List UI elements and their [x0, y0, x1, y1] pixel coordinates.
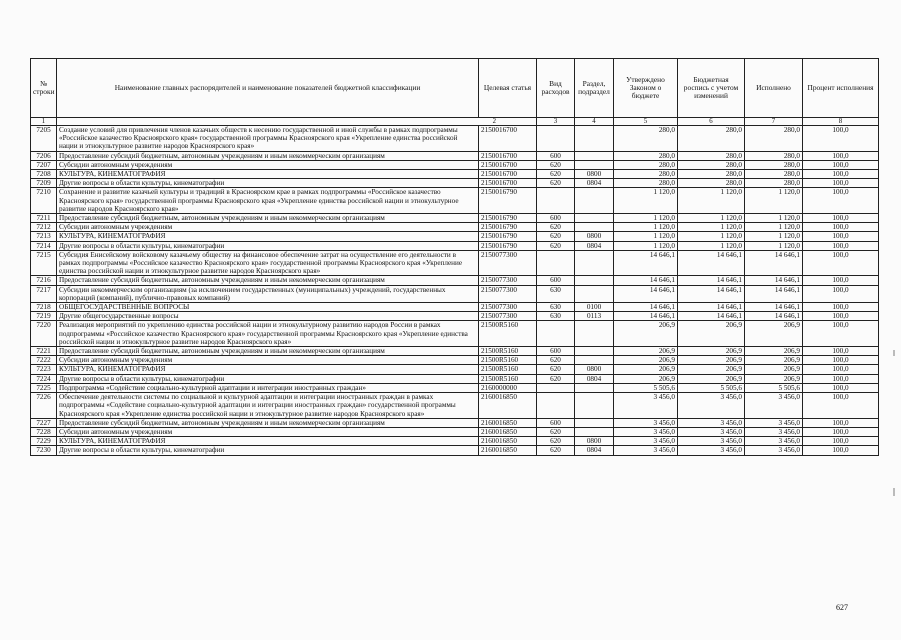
cell-executed: 14 646,1 [745, 285, 803, 302]
table-row [31, 232, 879, 241]
column-number: 2 [57, 118, 537, 126]
header-planned: Бюджетная роспись с учетом изменений [678, 59, 745, 118]
cell-planned: 5 505,6 [678, 383, 745, 392]
cell-approved: 280,0 [614, 160, 678, 169]
cell-code: 2160016850 [479, 393, 537, 419]
cell-name: ОБЩЕГОСУДАРСТВЕННЫЕ ВОПРОСЫ [57, 303, 479, 312]
table-body [31, 126, 879, 456]
cell-planned: 280,0 [678, 160, 745, 169]
cell-num: 7221 [31, 347, 57, 356]
cell-percent: 100,0 [803, 437, 879, 446]
cell-code: 2150016790 [479, 214, 537, 223]
cell-num: 7226 [31, 393, 57, 419]
cell-vid [537, 126, 575, 152]
cell-planned: 3 456,0 [678, 427, 745, 436]
cell-vid: 630 [537, 285, 575, 302]
cell-name: Предоставление субсидий бюджетным, автономным учреждениям и иным некоммерческим организациям [57, 347, 479, 356]
cell-vid: 620 [537, 179, 575, 188]
cell-code: 2150077300 [479, 303, 537, 312]
cell-percent: 100,0 [803, 223, 879, 232]
cell-executed: 280,0 [745, 160, 803, 169]
cell-num: 7218 [31, 303, 57, 312]
cell-approved: 14 646,1 [614, 276, 678, 285]
cell-percent: 100,0 [803, 427, 879, 436]
cell-razd [575, 151, 614, 160]
table-row [31, 347, 879, 356]
cell-name: КУЛЬТУРА, КИНЕМАТОГРАФИЯ [57, 232, 479, 241]
cell-razd: 0800 [575, 437, 614, 446]
cell-percent: 100,0 [803, 321, 879, 347]
cell-approved: 14 646,1 [614, 303, 678, 312]
cell-percent: 100,0 [803, 276, 879, 285]
cell-planned: 206,9 [678, 347, 745, 356]
cell-planned: 280,0 [678, 179, 745, 188]
cell-code: 2150016790 [479, 223, 537, 232]
header-percent: Процент исполнения [803, 59, 879, 118]
cell-approved: 14 646,1 [614, 250, 678, 276]
cell-num: 7223 [31, 365, 57, 374]
cell-executed: 206,9 [745, 374, 803, 383]
cell-name: Другие вопросы в области культуры, кинематографии [57, 241, 479, 250]
cell-planned: 14 646,1 [678, 276, 745, 285]
cell-code: 2160016850 [479, 418, 537, 427]
table-row [31, 160, 879, 169]
cell-planned: 206,9 [678, 356, 745, 365]
cell-razd [575, 383, 614, 392]
cell-name: Обеспечение деятельности системы по социальной и культурной адаптации и интеграции иностранных граждан в рамках подпрограммы «Содействие социально-культурной адаптации и интеграции иностранных граждан» государственной программы Красноярского края «Укрепление единства российской нации и этнокультурное развитие народов Красноярского края» [57, 393, 479, 419]
cell-num: 7214 [31, 241, 57, 250]
cell-name: Подпрограмма «Содействие социально-культурной адаптации и интеграции иностранных граждан» [57, 383, 479, 392]
cell-razd [575, 160, 614, 169]
cell-num: 7206 [31, 151, 57, 160]
cell-planned: 280,0 [678, 170, 745, 179]
cell-executed: 14 646,1 [745, 276, 803, 285]
cell-approved: 3 456,0 [614, 418, 678, 427]
cell-vid: 620 [537, 232, 575, 241]
cell-code: 2150077300 [479, 276, 537, 285]
cell-percent: 100,0 [803, 285, 879, 302]
cell-razd [575, 188, 614, 214]
cell-approved: 280,0 [614, 126, 678, 152]
cell-executed: 14 646,1 [745, 312, 803, 321]
table-row [31, 276, 879, 285]
cell-vid: 600 [537, 276, 575, 285]
cell-razd: 0113 [575, 312, 614, 321]
table-row [31, 383, 879, 392]
cell-name: Другие вопросы в области культуры, кинематографии [57, 374, 479, 383]
cell-vid: 630 [537, 303, 575, 312]
cell-planned: 280,0 [678, 151, 745, 160]
cell-code: 2150016700 [479, 151, 537, 160]
cell-approved: 1 120,0 [614, 241, 678, 250]
cell-executed: 206,9 [745, 356, 803, 365]
cell-razd [575, 223, 614, 232]
cell-code: 21500R5160 [479, 321, 537, 347]
table-row [31, 356, 879, 365]
cell-vid: 620 [537, 365, 575, 374]
cell-executed: 280,0 [745, 126, 803, 152]
cell-planned: 14 646,1 [678, 312, 745, 321]
cell-percent: 100,0 [803, 151, 879, 160]
cell-razd [575, 126, 614, 152]
cell-name: Создание условий для привлечения членов казачьих обществ к несению государственной и иной службы в рамках подпрограммы «Российское казачество Красноярского края» государственной программы Красноярского края «Укрепление единства российской нации и этнокультурное развитие народов Красноярского края» [57, 126, 479, 152]
cell-approved: 206,9 [614, 347, 678, 356]
cell-vid: 620 [537, 427, 575, 436]
table-row [31, 126, 879, 152]
header-razd: Раздел, подраздел [575, 59, 614, 118]
table-row [31, 437, 879, 446]
cell-num: 7215 [31, 250, 57, 276]
cell-razd [575, 321, 614, 347]
cell-vid [537, 188, 575, 214]
cell-approved: 280,0 [614, 179, 678, 188]
cell-executed: 3 456,0 [745, 437, 803, 446]
cell-num: 7219 [31, 312, 57, 321]
cell-executed: 3 456,0 [745, 446, 803, 455]
cell-planned: 280,0 [678, 126, 745, 152]
cell-razd [575, 427, 614, 436]
cell-code: 2150016700 [479, 179, 537, 188]
cell-razd: 0804 [575, 179, 614, 188]
column-number: 3 [537, 118, 575, 126]
table-row [31, 285, 879, 302]
cell-approved: 206,9 [614, 356, 678, 365]
cell-name: Другие вопросы в области культуры, кинематографии [57, 446, 479, 455]
header-num: № строки [31, 59, 57, 118]
cell-name: Предоставление субсидий бюджетным, автономным учреждениям и иным некоммерческим организациям [57, 418, 479, 427]
cell-vid: 600 [537, 347, 575, 356]
cell-code: 21500R5160 [479, 347, 537, 356]
column-number: 1 [31, 118, 57, 126]
cell-approved: 14 646,1 [614, 285, 678, 302]
cell-planned: 206,9 [678, 374, 745, 383]
cell-executed: 1 120,0 [745, 223, 803, 232]
cell-name: КУЛЬТУРА, КИНЕМАТОГРАФИЯ [57, 170, 479, 179]
header-row [31, 59, 879, 118]
column-number: 6 [678, 118, 745, 126]
cell-percent: 100,0 [803, 393, 879, 419]
cell-executed: 1 120,0 [745, 241, 803, 250]
cell-num: 7211 [31, 214, 57, 223]
cell-executed: 1 120,0 [745, 214, 803, 223]
cell-num: 7230 [31, 446, 57, 455]
cell-name: Другие общегосударственные вопросы [57, 312, 479, 321]
cell-planned: 1 120,0 [678, 232, 745, 241]
cell-code: 2160016850 [479, 437, 537, 446]
table-row [31, 179, 879, 188]
cell-vid [537, 383, 575, 392]
cell-planned: 1 120,0 [678, 214, 745, 223]
cell-num: 7222 [31, 356, 57, 365]
cell-razd: 0800 [575, 170, 614, 179]
cell-approved: 5 505,6 [614, 383, 678, 392]
table-row [31, 223, 879, 232]
cell-planned: 3 456,0 [678, 437, 745, 446]
cell-approved: 280,0 [614, 151, 678, 160]
cell-razd: 0804 [575, 374, 614, 383]
cell-planned: 14 646,1 [678, 285, 745, 302]
cell-vid: 620 [537, 446, 575, 455]
cell-executed: 1 120,0 [745, 232, 803, 241]
cell-approved: 206,9 [614, 374, 678, 383]
cell-planned: 206,9 [678, 365, 745, 374]
cell-num: 7228 [31, 427, 57, 436]
table-row [31, 241, 879, 250]
cell-vid: 620 [537, 170, 575, 179]
cell-planned: 1 120,0 [678, 241, 745, 250]
cell-vid: 620 [537, 160, 575, 169]
cell-vid [537, 321, 575, 347]
cell-approved: 206,9 [614, 321, 678, 347]
table-row [31, 303, 879, 312]
cell-num: 7207 [31, 160, 57, 169]
cell-num: 7213 [31, 232, 57, 241]
cell-code: 21500R5160 [479, 365, 537, 374]
cell-percent: 100,0 [803, 383, 879, 392]
column-number: 8 [803, 118, 879, 126]
cell-razd: 0800 [575, 365, 614, 374]
cell-name: Предоставление субсидий бюджетным, автономным учреждениям и иным некоммерческим организациям [57, 214, 479, 223]
cell-code: 2150077300 [479, 285, 537, 302]
cell-executed: 280,0 [745, 170, 803, 179]
column-number: 5 [614, 118, 678, 126]
cell-razd [575, 250, 614, 276]
cell-code: 2150077300 [479, 250, 537, 276]
cell-vid: 620 [537, 437, 575, 446]
cell-name: Субсидии автономным учреждениям [57, 427, 479, 436]
cell-percent: 100,0 [803, 303, 879, 312]
cell-razd [575, 356, 614, 365]
cell-vid: 620 [537, 241, 575, 250]
scan-mark [893, 488, 895, 496]
cell-razd: 0800 [575, 232, 614, 241]
cell-vid: 630 [537, 312, 575, 321]
cell-name: Реализация мероприятий по укреплению единства российской нации и этнокультурному развитию народов России в рамках подпрограммы «Российское казачество Красноярского края» государственной программы Красноярского края «Укрепление единства российской нации и этнокультурное развитие народов Красноярского края» [57, 321, 479, 347]
cell-name: КУЛЬТУРА, КИНЕМАТОГРАФИЯ [57, 437, 479, 446]
cell-code: 2150077300 [479, 312, 537, 321]
cell-name: КУЛЬТУРА, КИНЕМАТОГРАФИЯ [57, 365, 479, 374]
cell-executed: 280,0 [745, 179, 803, 188]
column-number: 4 [575, 118, 614, 126]
cell-percent: 100,0 [803, 418, 879, 427]
cell-name: Субсидии автономным учреждениям [57, 160, 479, 169]
header-code: Целевая статья [479, 59, 537, 118]
cell-code: 2160000000 [479, 383, 537, 392]
column-number-row [31, 118, 879, 126]
cell-approved: 14 646,1 [614, 312, 678, 321]
table-row [31, 374, 879, 383]
cell-name: Субсидия Енисейскому войсковому казачьему обществу на финансовое обеспечение затрат на осуществление его деятельности в рамках подпрограммы «Российское казачество Красноярского края» государственной программы Красноярского края «Укрепление единства российской нации и этнокультурное развитие народов Красноярского края» [57, 250, 479, 276]
cell-percent: 100,0 [803, 347, 879, 356]
table-row [31, 170, 879, 179]
cell-name: Субсидии некоммерческим организациям (за исключением государственных (муниципальных) учреждений, государственных корпораций (компаний), публично-правовых компаний) [57, 285, 479, 302]
cell-executed: 5 505,6 [745, 383, 803, 392]
cell-razd: 0804 [575, 241, 614, 250]
cell-num: 7217 [31, 285, 57, 302]
cell-vid: 600 [537, 151, 575, 160]
cell-percent: 100,0 [803, 365, 879, 374]
table-row [31, 446, 879, 455]
cell-percent: 100,0 [803, 241, 879, 250]
cell-code: 2160016850 [479, 427, 537, 436]
cell-vid: 600 [537, 214, 575, 223]
cell-executed: 14 646,1 [745, 303, 803, 312]
cell-executed: 206,9 [745, 365, 803, 374]
cell-approved: 206,9 [614, 365, 678, 374]
cell-approved: 3 456,0 [614, 446, 678, 455]
cell-num: 7210 [31, 188, 57, 214]
table-row [31, 312, 879, 321]
cell-approved: 3 456,0 [614, 437, 678, 446]
table-row [31, 365, 879, 374]
table-row [31, 250, 879, 276]
cell-planned: 14 646,1 [678, 250, 745, 276]
cell-code: 2150016790 [479, 188, 537, 214]
cell-executed: 206,9 [745, 347, 803, 356]
cell-executed: 1 120,0 [745, 188, 803, 214]
cell-percent: 100,0 [803, 250, 879, 276]
cell-approved: 1 120,0 [614, 232, 678, 241]
cell-approved: 3 456,0 [614, 393, 678, 419]
header-vid: Вид расходов [537, 59, 575, 118]
cell-razd [575, 418, 614, 427]
cell-vid: 600 [537, 418, 575, 427]
cell-planned: 206,9 [678, 321, 745, 347]
cell-code: 2150016700 [479, 160, 537, 169]
table-row [31, 427, 879, 436]
cell-razd [575, 285, 614, 302]
cell-num: 7216 [31, 276, 57, 285]
cell-num: 7212 [31, 223, 57, 232]
cell-approved: 3 456,0 [614, 427, 678, 436]
column-number: 7 [745, 118, 803, 126]
cell-planned: 3 456,0 [678, 393, 745, 419]
cell-razd [575, 214, 614, 223]
cell-approved: 1 120,0 [614, 223, 678, 232]
cell-name: Субсидии автономным учреждениям [57, 223, 479, 232]
cell-code: 2150016790 [479, 232, 537, 241]
cell-name: Предоставление субсидий бюджетным, автономным учреждениям и иным некоммерческим организациям [57, 151, 479, 160]
cell-percent: 100,0 [803, 170, 879, 179]
cell-executed: 280,0 [745, 151, 803, 160]
cell-percent: 100,0 [803, 356, 879, 365]
table-row [31, 151, 879, 160]
cell-executed: 206,9 [745, 321, 803, 347]
cell-num: 7209 [31, 179, 57, 188]
cell-percent: 100,0 [803, 188, 879, 214]
table-row [31, 188, 879, 214]
cell-planned: 3 456,0 [678, 418, 745, 427]
header-executed: Исполнено [745, 59, 803, 118]
cell-vid: 620 [537, 356, 575, 365]
cell-approved: 1 120,0 [614, 188, 678, 214]
cell-vid: 620 [537, 223, 575, 232]
cell-executed: 3 456,0 [745, 418, 803, 427]
cell-num: 7220 [31, 321, 57, 347]
page-number: 627 [836, 603, 848, 612]
cell-percent: 100,0 [803, 374, 879, 383]
cell-num: 7224 [31, 374, 57, 383]
table-row [31, 321, 879, 347]
cell-num: 7227 [31, 418, 57, 427]
cell-percent: 100,0 [803, 214, 879, 223]
scan-mark [893, 350, 895, 356]
cell-code: 21500R5160 [479, 356, 537, 365]
cell-executed: 3 456,0 [745, 393, 803, 419]
cell-planned: 3 456,0 [678, 446, 745, 455]
cell-percent: 100,0 [803, 232, 879, 241]
cell-vid: 620 [537, 374, 575, 383]
cell-razd [575, 393, 614, 419]
table-row [31, 214, 879, 223]
cell-planned: 14 646,1 [678, 303, 745, 312]
table-row [31, 418, 879, 427]
cell-code: 21500R5160 [479, 374, 537, 383]
cell-num: 7208 [31, 170, 57, 179]
cell-num: 7229 [31, 437, 57, 446]
cell-num: 7205 [31, 126, 57, 152]
cell-approved: 280,0 [614, 170, 678, 179]
header-approved: Утверждено Законом о бюджете [614, 59, 678, 118]
cell-name: Другие вопросы в области культуры, кинематографии [57, 179, 479, 188]
cell-percent: 100,0 [803, 446, 879, 455]
cell-razd: 0100 [575, 303, 614, 312]
cell-executed: 3 456,0 [745, 427, 803, 436]
cell-percent: 100,0 [803, 160, 879, 169]
cell-num: 7225 [31, 383, 57, 392]
cell-razd [575, 347, 614, 356]
cell-approved: 1 120,0 [614, 214, 678, 223]
cell-name: Субсидии автономным учреждениям [57, 356, 479, 365]
cell-executed: 14 646,1 [745, 250, 803, 276]
cell-code: 2160016850 [479, 446, 537, 455]
cell-code: 2150016700 [479, 126, 537, 152]
cell-code: 2150016700 [479, 170, 537, 179]
cell-percent: 100,0 [803, 126, 879, 152]
cell-percent: 100,0 [803, 312, 879, 321]
cell-razd [575, 276, 614, 285]
header-name: Наименование главных распорядителей и наименование показателей бюджетной классификации [57, 59, 479, 118]
cell-code: 2150016790 [479, 241, 537, 250]
cell-vid [537, 250, 575, 276]
cell-razd: 0804 [575, 446, 614, 455]
cell-vid [537, 393, 575, 419]
cell-planned: 1 120,0 [678, 188, 745, 214]
table-row [31, 393, 879, 419]
budget-table [30, 58, 879, 456]
cell-name: Предоставление субсидий бюджетным, автономным учреждениям и иным некоммерческим организациям [57, 276, 479, 285]
cell-name: Сохранение и развитие казачьей культуры и традиций в Красноярском крае в рамках подпрограммы «Российское казачество Красноярского края» государственной программы Красноярского края «Укрепление единства российской нации и этнокультурное развитие народов Красноярского края» [57, 188, 479, 214]
cell-percent: 100,0 [803, 179, 879, 188]
cell-planned: 1 120,0 [678, 223, 745, 232]
